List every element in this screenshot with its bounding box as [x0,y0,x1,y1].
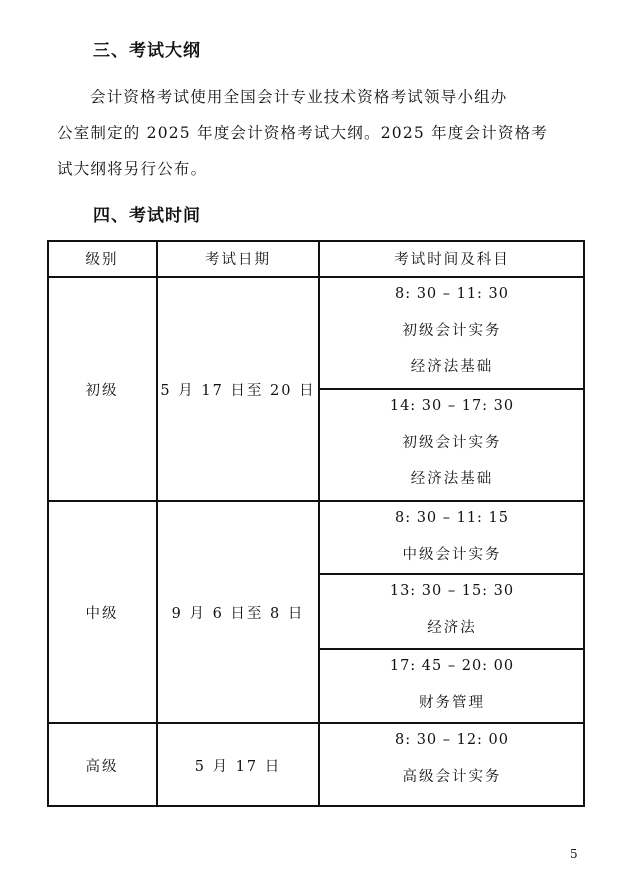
table-rule [47,276,585,278]
table-rule [47,722,585,724]
slot-subject: 初级会计实务 [402,435,502,451]
table-border-right [583,240,585,807]
table-rule [319,648,585,650]
paragraph-line: 会计资格考试使用全国会计专业技术资格考试领导小组办 [90,88,508,106]
header-time-subject: 考试时间及科目 [394,252,510,268]
time-slot [319,277,585,389]
table-border-top [47,240,585,242]
slot-time: 17: 45 – 20: 00 [389,658,515,674]
header-level: 级别 [85,252,119,268]
section-3-heading: 三、考试大纲 [93,41,201,61]
section-4-heading: 四、考试时间 [93,206,201,226]
paragraph-line: 试大纲将另行公布。 [57,160,208,178]
level-cell: 中级 [85,605,119,622]
table-border-left [47,240,49,807]
date-cell: 9 月 6 日至 8 日 [171,605,305,622]
slot-subject: 高级会计实务 [402,769,502,785]
slot-subject: 财务管理 [419,695,485,711]
time-slot [319,574,585,649]
table-border-bottom [47,805,585,807]
slot-time: 14: 30 – 17: 30 [389,398,515,414]
time-slot [319,501,585,574]
date-cell: 5 月 17 日 [194,758,282,775]
slot-subject: 经济法基础 [410,359,494,375]
table-rule [319,388,585,390]
time-slot [319,723,585,807]
header-date: 考试日期 [205,252,271,268]
page-number: 5 [570,847,578,861]
slot-subject: 初级会计实务 [402,323,502,339]
table-rule [47,500,585,502]
slot-time: 8: 30 – 11: 15 [394,510,510,526]
table-column-rule [318,240,320,807]
slot-time: 8: 30 – 12: 00 [394,732,510,748]
exam-syllabus-paragraph [57,79,587,187]
table-rule [319,573,585,575]
exam-schedule-table [47,240,585,807]
table-column-rule [156,240,158,807]
slot-subject: 经济法 [427,620,477,636]
slot-time: 13: 30 – 15: 30 [389,583,515,599]
slot-subject: 经济法基础 [410,471,494,487]
date-cell: 5 月 17 日至 20 日 [160,382,316,399]
slot-time: 8: 30 – 11: 30 [394,286,510,302]
paragraph-line: 公室制定的 2025 年度会计资格考试大纲。2025 年度会计资格考 [57,124,548,142]
time-slot [319,649,585,723]
level-cell: 高级 [85,758,119,775]
time-slot [319,389,585,501]
slot-subject: 中级会计实务 [402,547,502,563]
level-cell: 初级 [85,382,119,399]
